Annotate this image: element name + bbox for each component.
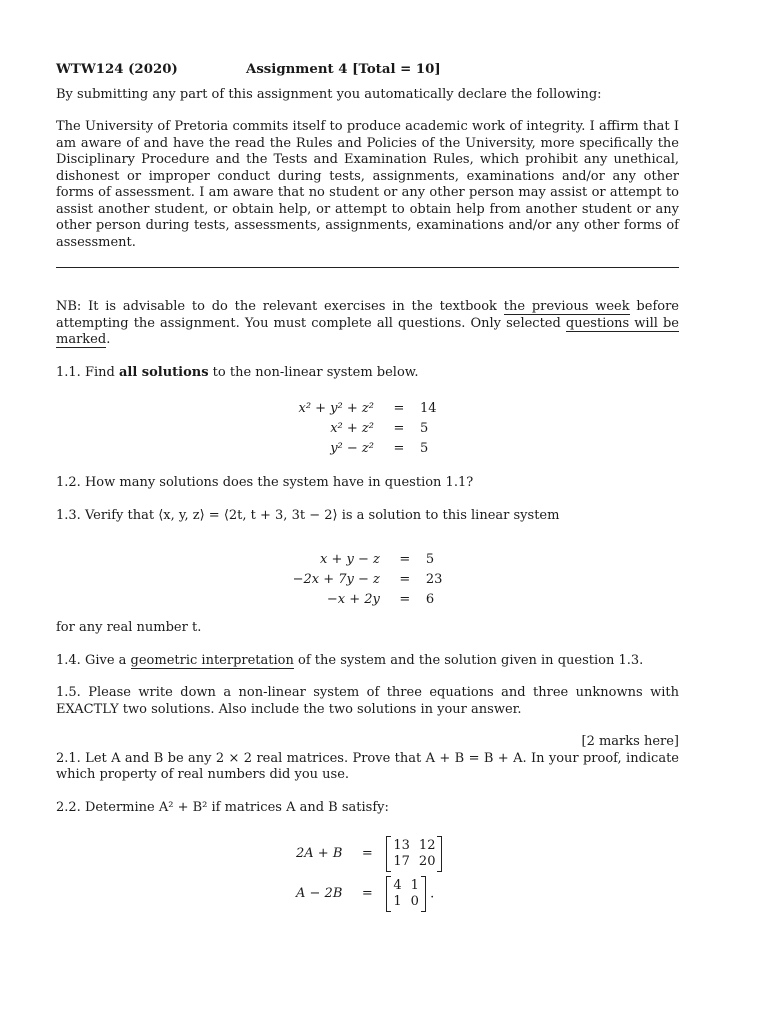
- assignment-page: [56, 62, 679, 914]
- linear-system: [56, 550, 679, 610]
- matrix: 13 12 17 20: [386, 836, 442, 872]
- matrix-equation-row: 2A + B = 13 12 17 20: [296, 834, 442, 874]
- equation-row: x² + z² = 5: [330, 421, 429, 436]
- course-code: WTW124 (2020): [56, 62, 178, 77]
- question-1-1: 1.1. Find all solutions to the non-linear system below.: [56, 364, 419, 380]
- equation-row: x + y − z = 5: [320, 552, 435, 567]
- matrix-equation-row: A − 2B = 4 1 1 0 .: [296, 874, 442, 914]
- question-1-4: 1.4. Give a geometric interpretation of the system and the solution given in question 1.3.: [56, 652, 644, 668]
- question-2-2: 2.2. Determine A² + B² if matrices A and B satisfy:: [56, 799, 389, 815]
- question-1-2: 1.2. How many solutions does the system have in question 1.1?: [56, 475, 474, 490]
- question-1-3: 1.3. Verify that ⟨x, y, z⟩ = ⟨2t, t + 3, 3t − 2⟩ is a solution to this linear system: [56, 507, 560, 523]
- declaration-body: The University of Pretoria commits itself to produce academic work of integrity. I affirm that I am aware of and have the read the Rules and Policies of the University, more specifically the Disciplinary Procedure and the Tests and Examination Rules, which prohibit any unethical, dishonest or improper conduct during tests, assignments, examinations and/or any other forms of assessment. I am aware that no student or any other person may assist or attempt to assist another student, or obtain help, or attempt to obtain help from another student or any other person during tests, assessments, assignments, examinations and/or any other forms of assessment.: [56, 119, 679, 250]
- equation-row: −x + 2y = 6: [326, 592, 435, 607]
- assignment-title: Assignment 4 [Total = 10]: [246, 62, 441, 77]
- question-1-3-tail: for any real number t.: [56, 620, 202, 635]
- header: [56, 62, 679, 79]
- nb-note: NB: It is advisable to do the relevant exercises in the textbook the previous week before attempting the assignment. You must complete all questions. Only selected questions will be marked.: [56, 299, 679, 347]
- equation-row: −2x + 7y − z = 23: [292, 572, 443, 587]
- question-1-5: 1.5. Please write down a non-linear system of three equations and three unknowns with EXACTLY two solutions. Also include the two solutions in your answer.: [56, 685, 679, 717]
- equation-row: x² + y² + z² = 14: [298, 401, 437, 416]
- matrix: 4 1 1 0: [386, 876, 426, 912]
- equation-row: y² − z² = 5: [330, 441, 429, 456]
- matrix-equations: [296, 834, 679, 914]
- nonlinear-system: [56, 399, 679, 459]
- geometric-interpretation-underline: geometric interpretation: [130, 652, 294, 668]
- nb-underline-questions-marked: questions will be marked: [56, 315, 679, 347]
- question-2-1: 2.1. Let A and B be any 2 × 2 real matrices. Prove that A + B = B + A. In your proof, indicate which property of real numbers did you use.: [56, 750, 679, 782]
- marks-note: [2 marks here]: [581, 734, 679, 749]
- nb-underline-previous-week: the previous week: [503, 299, 630, 314]
- divider: [56, 267, 679, 268]
- declaration-intro: By submitting any part of this assignment you automatically declare the following:: [56, 86, 602, 102]
